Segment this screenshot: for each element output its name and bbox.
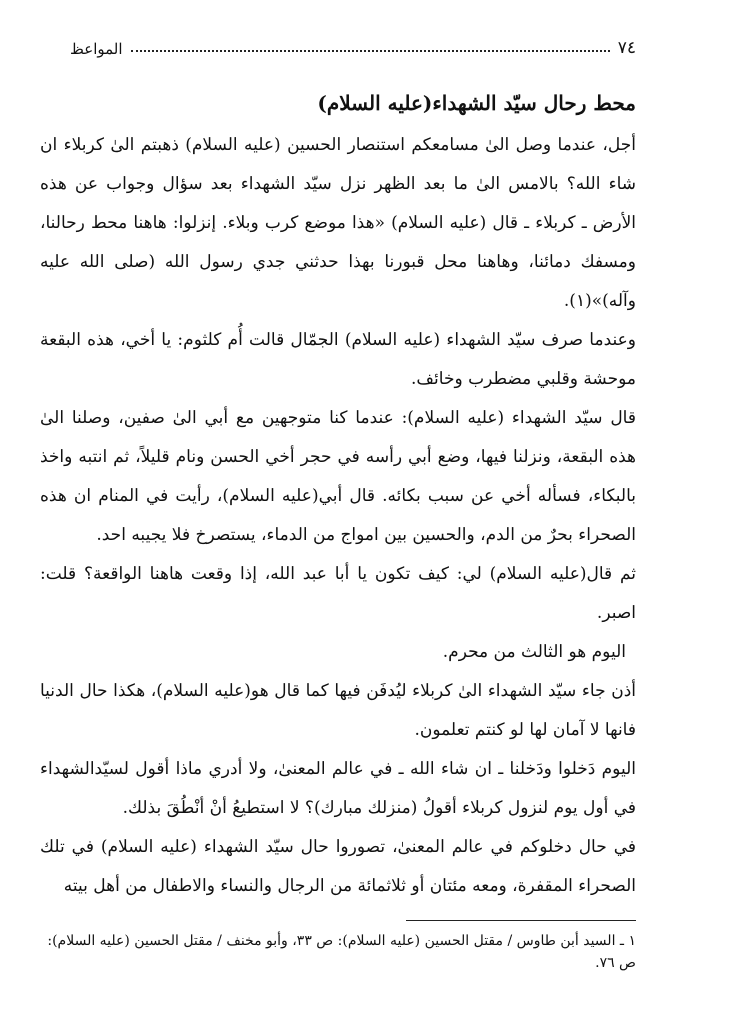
paragraph: في حال دخلوكم في عالم المعنىٰ، تصوروا حال سيّد الشهداء (عليه السلام) في تلك الصحراء المقفرة، ومعه مئتان أو ثلاثمائة من الرجال والنساء والاطفال من أهل بيته [40, 837, 636, 896]
paragraph: أجل، عندما وصل الىٰ مسامعكم استنصار الحسين (عليه السلام) ذهبتم الىٰ كربلاء ان شاء الله؟ بالامس الىٰ ما بعد الظهر نزل سيّد الشهداء بعد سؤال وجواب عن هذه الأرض ـ كربلاء ـ قال (عليه السلام) «هذا موضع كرب وبلاء. إنزلوا: هاهنا محط رحالنا، ومسفك دمائنا، وهاهنا محل قبورنا بهذا حدثني جدي رسول الله (صلى الله عليه وآله)»(١). [40, 135, 636, 311]
paragraph: قال سيّد الشهداء (عليه السلام): عندما كنا متوجهين مع أبي الىٰ صفين، وصلنا الىٰ هذه البقعة، ونزلنا فيها، وضع أبي رأسه في حجر أخي الحسن ونام قليلاً، ثم انتبه واخذ بالبكاء، فسأله أخي عن سبب بكائه. قال أبي(عليه السلام)، رأيت في المنام ان هذه الصحراء بحرٌ من الدم، والحسين بين امواج من الدماء، يستصرخ فلا يجيبه احد. [40, 408, 636, 545]
paragraph: اليوم دَخلوا ودَخلنا ـ ان شاء الله ـ في عالم المعنىٰ، ولا أدري ماذا أقول لسيّدالشهداء في أول يوم لنزول كربلاء أقولُ (منزلك مبارك)؟ لا استطيعُ أنْ أنْطُقَ بذلك. [40, 759, 636, 818]
paragraph: أذن جاء سيّد الشهداء الىٰ كربلاء ليُدفَن فيها كما قال هو(عليه السلام)، هكذا حال الدنيا فانها لا آمان لها لو كنتم تعلمون. [40, 681, 636, 740]
paragraph: اليوم هو الثالث من محرم. [442, 642, 626, 662]
paragraph: وعندما صرف سيّد الشهداء (عليه السلام) الجمّال قالت أُم كلثوم: يا أخي، هذه البقعة موحشة وقلبي مضطرب وخائف. [40, 330, 636, 389]
header-dotted-leader [131, 49, 610, 52]
running-section-title: المواعظ [70, 40, 123, 58]
page-header [70, 32, 636, 58]
footnote: ١ ـ السيد أبن طاوس / مقتل الحسين (عليه السلام): ص ٣٣، وأبو مخنف / مقتل الحسين (عليه السلام): ص ٧٦. [47, 933, 636, 971]
page-body [40, 88, 636, 906]
footnote-separator [406, 920, 636, 921]
page-number: ٧٤ [617, 38, 636, 58]
paragraph: ثم قال(عليه السلام) لي: كيف تكون يا أبا عبد الله، إذا وقعت هاهنا الواقعة؟ قلت: اصبر. [40, 564, 636, 623]
section-heading: محط رحال سيّد الشهداء(عليه السلام) [317, 91, 636, 115]
